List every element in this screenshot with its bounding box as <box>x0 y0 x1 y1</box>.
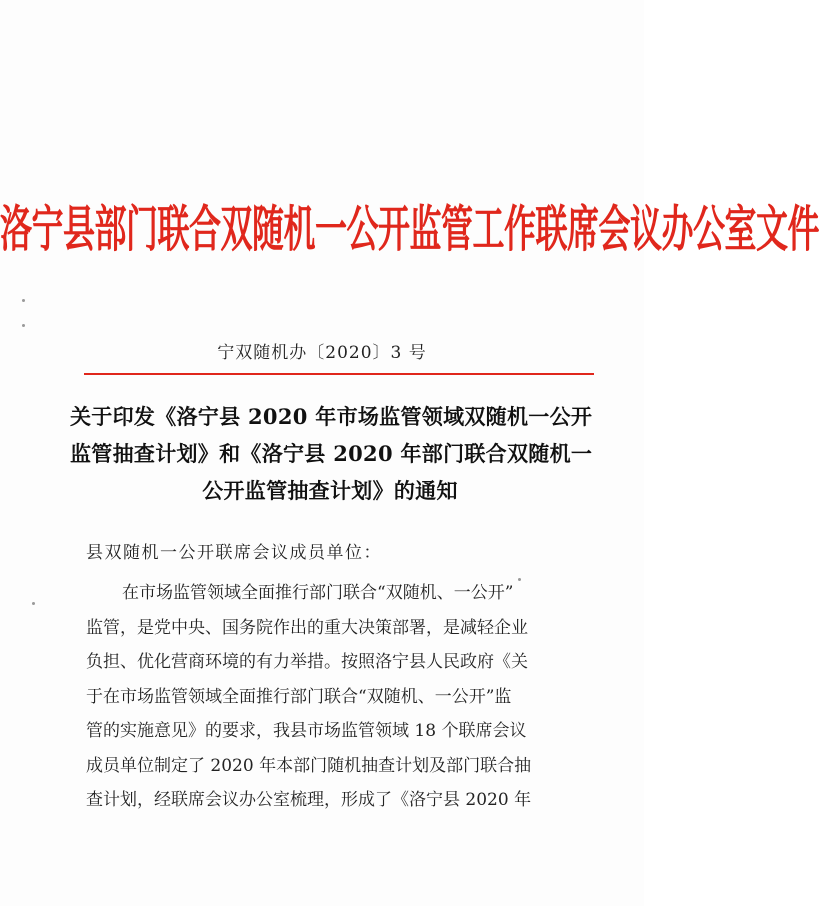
body-line: 成员单位制定了 2020 年本部门随机抽查计划及部门联合抽 <box>86 755 532 776</box>
body-line: 管的实施意见》的要求，我县市场监管领域 18 个联席会议 <box>86 721 527 741</box>
scan-speck <box>22 324 25 327</box>
body-line: 监管，是党中央、国务院作出的重大决策部署，是减轻企业 <box>86 617 528 638</box>
body-line: 查计划，经联席会议办公室梳理，形成了《洛宁县 2020 年 <box>86 790 532 810</box>
body-line: 在市场监管领域全面推行部门联合“双随机、一公开” <box>122 583 514 603</box>
scan-speck <box>22 299 25 302</box>
issuer-header-title: 洛宁县部门联合双随机一公开监管工作联席会议办公室文件 <box>0 199 819 259</box>
scan-speck <box>518 578 521 581</box>
body-line: 于在市场监管领域全面推行部门联合“双随机、一公开”监 <box>86 686 512 707</box>
notice-title <box>70 398 593 509</box>
body-line: 负担、优化营商环境的有力举措。按照洛宁县人民政府《关 <box>86 652 528 672</box>
notice-title-line: 公开监管抽查计划》的通知 <box>202 478 458 503</box>
document-number: 宁双随机办〔2020〕3 号 <box>217 343 427 363</box>
notice-title-line: 监管抽查计划》和《洛宁县 2020 年部门联合双随机一 <box>70 441 593 466</box>
notice-title-line: 关于印发《洛宁县 2020 年市场监管领域双随机一公开 <box>70 404 593 429</box>
red-divider-line <box>84 373 594 375</box>
scan-speck <box>32 602 35 605</box>
salutation: 县双随机一公开联席会议成员单位： <box>86 543 382 563</box>
body-paragraph <box>86 576 606 818</box>
